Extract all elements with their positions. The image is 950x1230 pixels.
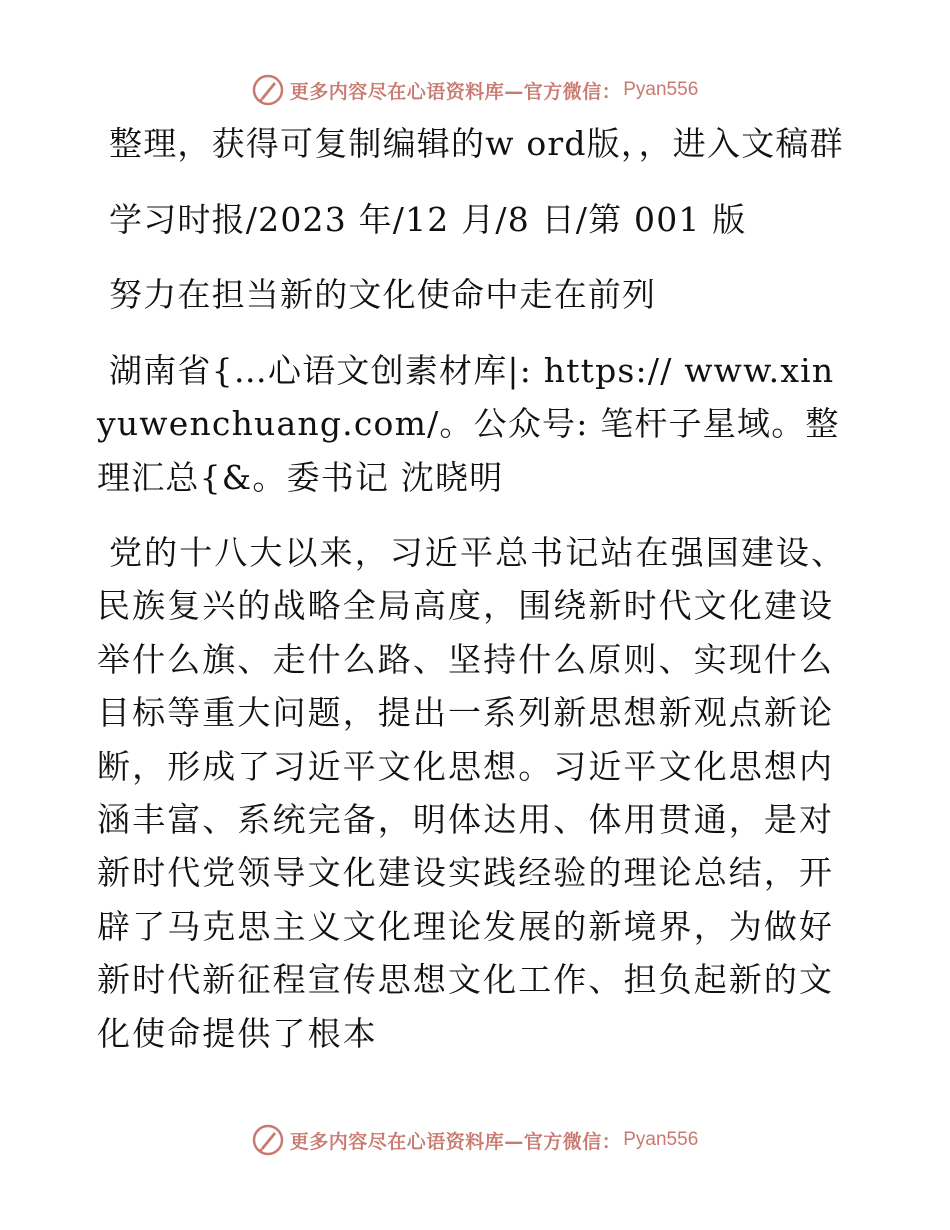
- source-line: 学习时报/2023 年/12 月/8 日/第 001 版: [109, 199, 747, 239]
- watermark-text: 更多内容尽在心语资料库—官方微信：: [289, 1130, 622, 1153]
- watermark-text: 更多内容尽在心语资料库—官方微信：: [289, 80, 622, 103]
- quill-logo-icon: [252, 74, 284, 106]
- footer-watermark: [0, 1120, 950, 1160]
- body-paragraph: 党的十八大以来，习近平总书记站在强国建设、民族复兴的战略全局高度，围绕新时代文化建设举什么旗、走什么路、坚持什么原则、实现什么目标等重大问题，提出一系列新思想新观点新论断，形成了习近平文化思想。习近平文化思想内涵丰富、系统完备，明体达用、体用贯通，是对新时代党领导文化建设实践经验的理论总结，开辟了马克思主义文化理论发展的新境界，为做好新时代新征程宣传思想文化工作、担负起新的文化使命提供了根本: [97, 533, 847, 1053]
- article-title: 努力在担当新的文化使命中走在前列: [109, 275, 657, 314]
- watermark-account: Pyan556: [623, 1129, 699, 1150]
- author-line: 湖南省{…心语文创素材库|: https:// www.xinyuwenchuang.com/。公众号: 笔杆子星域。整理汇总{&。委书记 沈晓明: [97, 350, 840, 497]
- quill-logo-icon: [252, 1124, 284, 1156]
- header-watermark: [0, 70, 950, 110]
- document-body: [97, 117, 852, 1082]
- watermark-account: Pyan556: [623, 79, 699, 100]
- intro-line: 整理，获得可复制编辑的w ord版，，进入文稿群: [109, 124, 844, 163]
